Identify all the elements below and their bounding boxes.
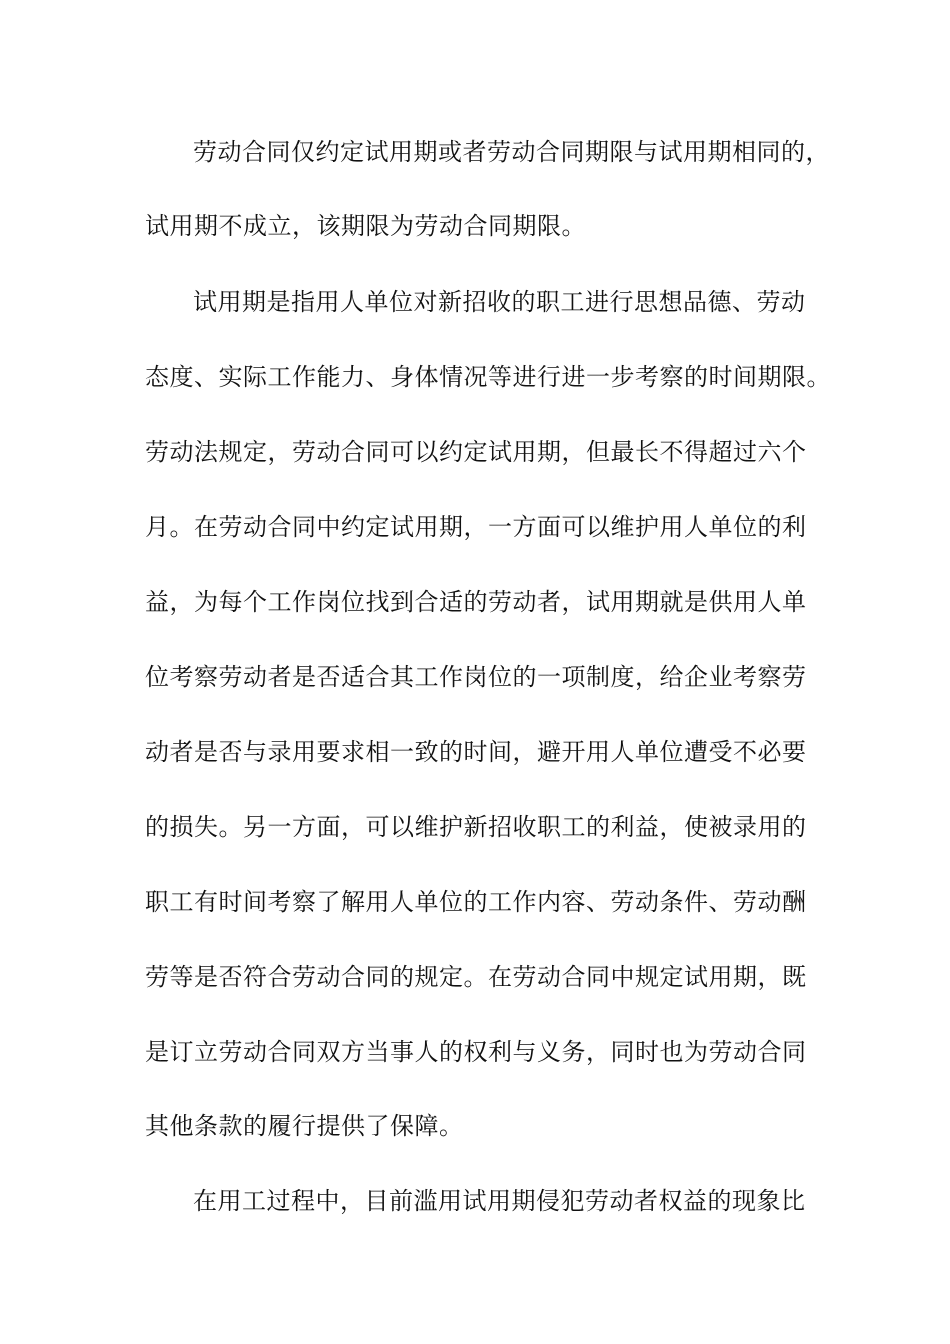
paragraph-2-line-11: 是订立劳动合同双方当事人的权利与义务，同时也为劳动合同 <box>145 1038 807 1066</box>
paragraph-2-line-5: 益，为每个工作岗位找到合适的劳动者，试用期就是供用人单 <box>145 588 807 616</box>
paragraph-2-line-6: 位考察劳动者是否适合其工作岗位的一项制度，给企业考察劳 <box>145 663 807 691</box>
paragraph-2-line-2: 态度、实际工作能力、身体情况等进行进一步考察的时间期限。 <box>145 363 831 391</box>
paragraph-2-line-3: 劳动法规定，劳动合同可以约定试用期，但最长不得超过六个 <box>145 438 807 466</box>
paragraph-3-line-1: 在用工过程中，目前滥用试用期侵犯劳动者权益的现象比 <box>193 1187 806 1215</box>
paragraph-2-line-9: 职工有时间考察了解用人单位的工作内容、劳动条件、劳动酬 <box>145 888 807 916</box>
paragraph-2-line-4: 月。在劳动合同中约定试用期，一方面可以维护用人单位的利 <box>145 513 807 541</box>
paragraph-1-line-2: 试用期不成立，该期限为劳动合同期限。 <box>145 212 586 240</box>
paragraph-1-line-1: 劳动合同仅约定试用期或者劳动合同期限与试用期相同的， <box>193 138 830 166</box>
paragraph-2-line-12: 其他条款的履行提供了保障。 <box>145 1112 464 1140</box>
paragraph-2-line-8: 的损失。另一方面，可以维护新招收职工的利益，使被录用的 <box>145 813 807 841</box>
paragraph-2-line-7: 动者是否与录用要求相一致的时间，避开用人单位遭受不必要 <box>145 738 807 766</box>
paragraph-2-line-1: 试用期是指用人单位对新招收的职工进行思想品德、劳动 <box>193 288 806 316</box>
paragraph-2-line-10: 劳等是否符合劳动合同的规定。在劳动合同中规定试用期，既 <box>145 963 807 991</box>
